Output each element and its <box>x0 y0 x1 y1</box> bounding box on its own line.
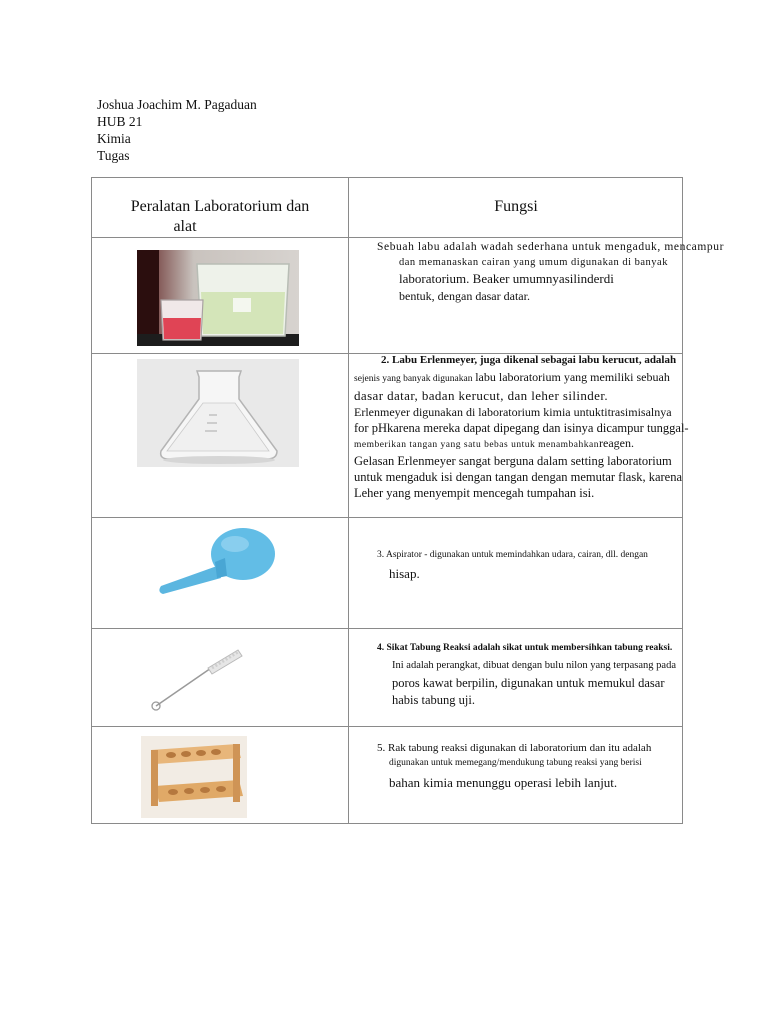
row5-line2: digunakan untuk memegang/mendukung tabung reaksi yang berisi <box>389 758 642 768</box>
row5-line1: 5. Rak tabung reaksi digunakan di laboratorium dan itu adalah <box>377 742 652 754</box>
row1-line1: Sebuah labu adalah wadah sederhana untuk mengaduk, mencampur <box>377 241 725 253</box>
class-code: HUB 21 <box>97 114 143 129</box>
row1-line2: dan memanaskan cairan yang umum digunakan di banyak <box>399 257 668 268</box>
row4-line2: Ini adalah perangkat, dibuat dengan bulu nilon yang terpasang pada <box>392 660 676 671</box>
row-divider <box>92 726 682 727</box>
row2-line7: Gelasan Erlenmeyer sangat berguna dalam setting laboratorium <box>354 454 672 468</box>
row2-line9: Leher yang menyempit mencegah tumpahan isi. <box>354 486 595 500</box>
row1-line3: laboratorium. Beaker umumnyasilinderdi <box>399 271 614 286</box>
row-divider <box>92 237 682 238</box>
equipment-table <box>91 177 725 824</box>
row4-line3: poros kawat berpilin, digunakan untuk memukul dasar <box>392 676 665 690</box>
row-divider <box>92 517 682 518</box>
row5-function <box>377 741 651 795</box>
row1-function <box>377 240 724 304</box>
row2-line3: dasar datar, badan kerucut, dan leher silinder. <box>354 388 608 403</box>
row2-line2a: sejenis yang banyak digunakan <box>354 374 473 384</box>
beaker-image <box>137 250 299 346</box>
column-header-equipment <box>92 197 348 237</box>
row3-line2: hisap. <box>389 566 420 581</box>
erlenmeyer-flask-image <box>137 359 299 467</box>
row1-line4: bentuk, dengan dasar datar. <box>399 289 530 303</box>
test-tube-brush-image <box>150 640 247 712</box>
column-header-equipment-line2: alat <box>173 218 197 235</box>
row-divider <box>92 628 682 629</box>
column-header-equipment-line1: Peralatan Laboratorium dan <box>130 198 310 215</box>
row5-line3: bahan kimia menunggu operasi lebih lanjut. <box>389 775 618 790</box>
row3-function <box>377 548 648 585</box>
row2-line5: for pHkarena mereka dapat dipegang dan isinya dicampur tunggal- <box>354 421 689 435</box>
subject: Kimia <box>97 131 131 146</box>
assignment-label: Tugas <box>97 148 130 163</box>
row2-line1: 2. Labu Erlenmeyer, juga dikenal sebagai labu kerucut, adalah <box>381 354 677 366</box>
column-header-function: Fungsi <box>494 198 538 215</box>
row3-line1: 3. Aspirator - digunakan untuk memindahkan udara, cairan, dll. dengan <box>377 550 648 560</box>
author-name: Joshua Joachim M. Pagaduan <box>97 97 257 112</box>
row2-function <box>354 353 689 501</box>
aspirator-bulb-image <box>155 522 281 614</box>
row2-line4: Erlenmeyer digunakan di laboratorium kimia untuktitrasimisalnya <box>354 405 672 419</box>
row2-line6a: memberikan tangan yang satu bebas untuk menambahkan <box>354 440 599 450</box>
row4-line4: habis tabung uji. <box>392 693 475 707</box>
test-tube-rack-image <box>141 736 247 818</box>
row2-line2b: labu laboratorium yang memiliki sebuah <box>475 370 670 384</box>
document-header <box>97 96 257 164</box>
row2-line6b: reagen. <box>599 436 634 450</box>
row4-function <box>377 641 676 708</box>
row2-line8: untuk mengaduk isi dengan tangan dengan memutar flask, karena <box>354 470 683 484</box>
row4-line1: 4. Sikat Tabung Reaksi adalah sikat untuk membersihkan tabung reaksi. <box>377 643 673 653</box>
